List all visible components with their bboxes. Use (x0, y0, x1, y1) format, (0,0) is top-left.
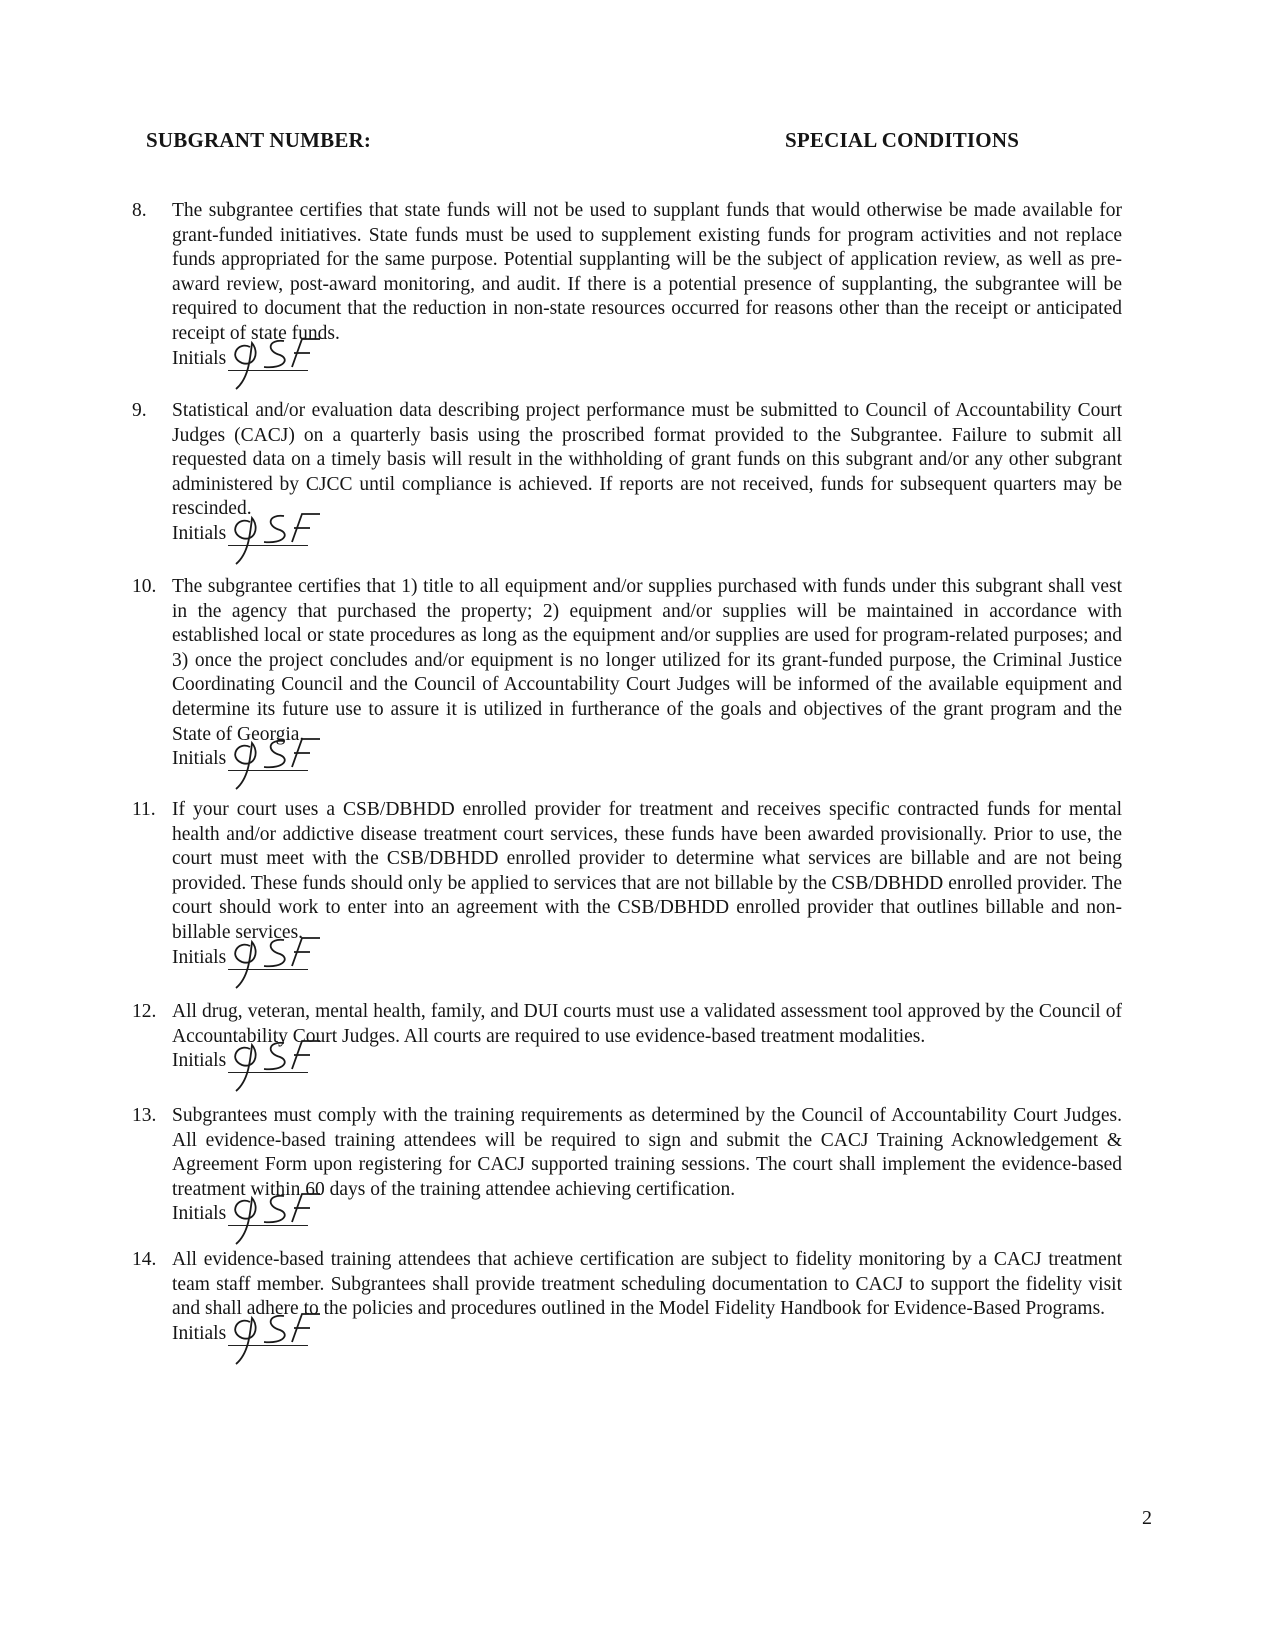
initials-signature-icon (224, 1308, 320, 1378)
initials-line (172, 347, 1122, 403)
condition-text: If your court uses a CSB/DBHDD enrolled provider for treatment and receives specific contracted funds for mental health and/or addictive disease treatment court services, these funds have been awarded provisionally. Prior to use, the court must meet with the CSB/DBHDD enrolled provider to determine what services are billable and are not being provided. These funds should only be applied to services that are not billable by the CSB/DBHDD enrolled provider. The court should work to enter into an agreement with the CSB/DBHDD enrolled provider that outlines billable and non-billable services. (172, 799, 1122, 943)
initials-line (172, 522, 1122, 578)
condition-number: 9. (132, 400, 147, 421)
condition-text: The subgrantee certifies that 1) title to all equipment and/or supplies purchased with funds under this subgrant shall vest in the agency that purchased the property; 2) equipment and/or supplies will be maintained in accordance with established local or state procedures as long as the equipment and/or supplies are used for program-related purposes; and 3) once the project concludes and/or equipment is no longer utilized for its grant-funded purpose, the Criminal Justice Coordinating Council and the Council of Accountability Court Judges will be informed of the available equipment and determine its future use to assure it is utilized in furtherance of the goals and objectives of the grant program and the State of Georgia. (172, 576, 1122, 745)
condition-11 (132, 798, 1122, 1002)
initials-label: Initials (172, 522, 227, 544)
condition-9 (132, 399, 1122, 578)
initials-label: Initials (172, 1050, 227, 1072)
condition-10 (132, 575, 1122, 803)
initials-signature-icon (224, 733, 320, 803)
condition-text: All drug, veteran, mental health, family, and DUI courts must use a validated assessment tool approved by the Council of Accountability Court Judges. All courts are required to use evidence-based treatment modalities. (172, 1001, 1122, 1047)
initials-label: Initials (172, 1203, 227, 1225)
initials-label: Initials (172, 748, 227, 770)
condition-text: All evidence-based training attendees that achieve certification are subject to fidelity monitoring by a CACJ treatment team staff member. Subgrantees shall provide treatment scheduling documentation to CACJ to support the fidelity visit and shall adhere to the policies and procedures outlined in the Model Fidelity Handbook for Evidence-Based Programs. (172, 1249, 1122, 1320)
condition-text: Statistical and/or evaluation data describing project performance must be submitted to Council of Accountability Court Judges (CACJ) on a quarterly basis using the proscribed format provided to the Subgrantee. Failure to submit all requested data on a timely basis will result in the withholding of grant funds on this subgrant and/or any other subgrant administered by CJCC until compliance is achieved. If reports are not received, funds for subsequent quarters may be rescinded. (172, 400, 1122, 520)
special-conditions-title: SPECIAL CONDITIONS (785, 128, 1020, 152)
initials-label: Initials (172, 1322, 227, 1344)
condition-12 (132, 1000, 1122, 1105)
initials-line (172, 1322, 1122, 1378)
initials-signature-icon (224, 932, 320, 1002)
condition-number: 8. (132, 200, 147, 221)
condition-8 (132, 199, 1122, 403)
condition-number: 12. (132, 1001, 157, 1022)
initials-label: Initials (172, 946, 227, 968)
initials-signature-icon (224, 508, 320, 578)
condition-number: 10. (132, 576, 157, 597)
initials-label: Initials (172, 347, 227, 369)
condition-number: 13. (132, 1105, 157, 1126)
page-number: 2 (1142, 1507, 1152, 1529)
condition-number: 14. (132, 1249, 157, 1270)
initials-signature-icon (224, 333, 320, 403)
initials-line (172, 946, 1122, 1002)
condition-13 (132, 1104, 1122, 1258)
condition-number: 11. (132, 799, 156, 820)
initials-line (172, 1049, 1122, 1105)
subgrant-number-label: SUBGRANT NUMBER: (146, 128, 372, 152)
initials-line (172, 747, 1122, 803)
initials-signature-icon (224, 1035, 320, 1105)
condition-14 (132, 1248, 1122, 1378)
condition-text: Subgrantees must comply with the training requirements as determined by the Council of Accountability Court Judges. All evidence-based training attendees will be required to sign and submit the CACJ Training Acknowledgement & Agreement Form upon registering for CACJ supported training sessions. The court shall implement the evidence-based treatment within 60 days of the training attendee achieving certification. (172, 1105, 1122, 1200)
condition-text: The subgrantee certifies that state funds will not be used to supplant funds that would otherwise be made available for grant-funded initiatives. State funds must be used to supplement existing funds for program activities and not replace funds appropriated for the same purpose. Potential supplanting will be the subject of application review, as well as pre-award review, post-award monitoring, and audit. If there is a potential presence of supplanting, the subgrantee will be required to document that the reduction in non-state resources occurred for reasons other than the receipt or anticipated receipt of state funds. (172, 200, 1122, 344)
